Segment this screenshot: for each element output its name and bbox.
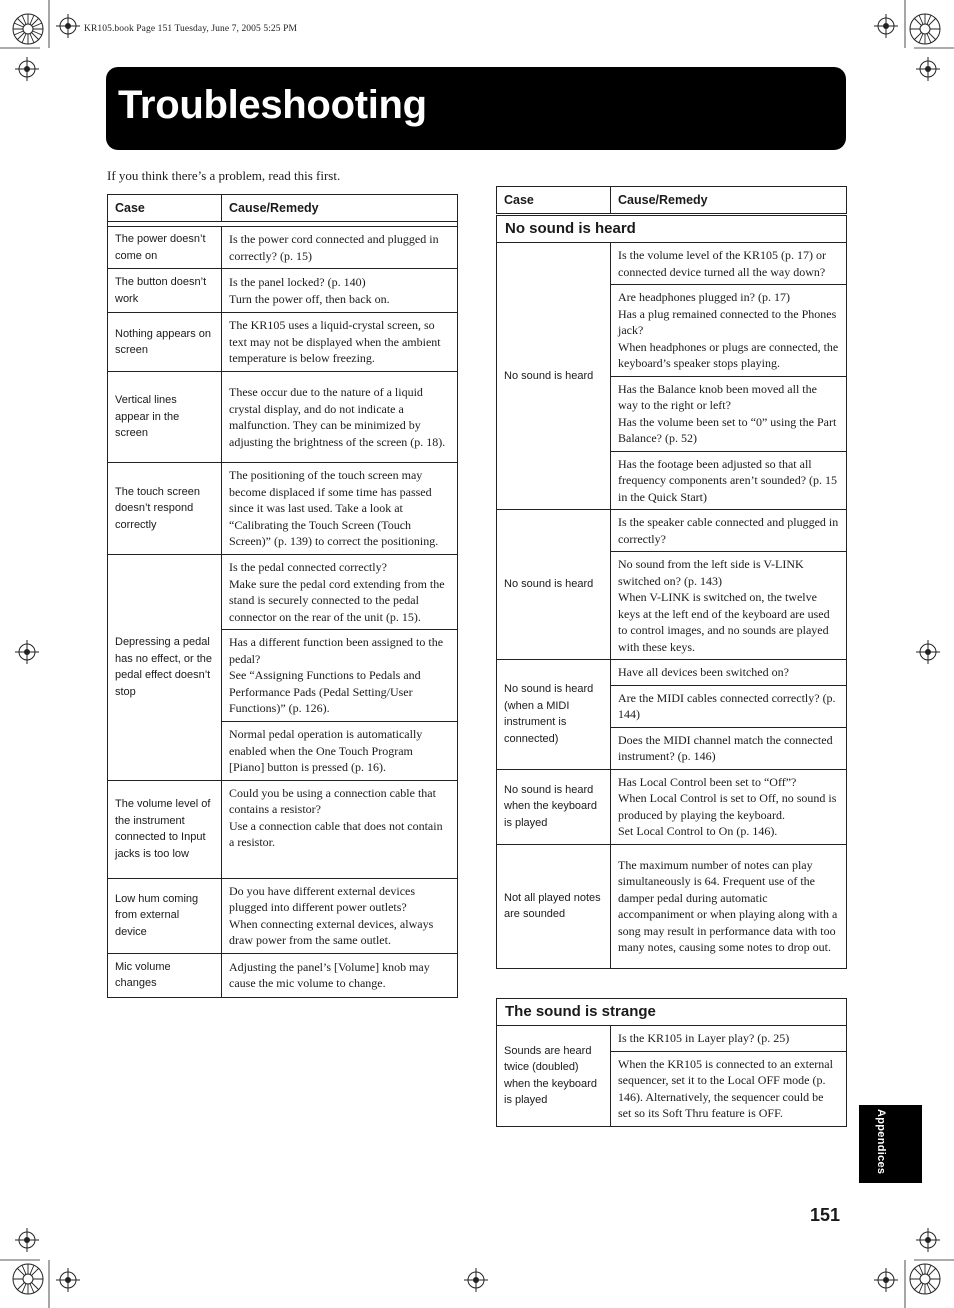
appendices-side-tab: [859, 1105, 922, 1183]
table-header-row: [497, 187, 847, 215]
title-bar: [106, 67, 846, 150]
target-mark-bottom-right: [908, 1262, 942, 1296]
remedy-cell: The positioning of the touch screen may become displaced if some time has passed since it was last used. Take a look at “Calibrating the Touch Screen (Touch Screen)” (p. 139) to correct the positioning.: [222, 463, 458, 555]
page-title: Troubleshooting: [118, 83, 427, 127]
table-row: [108, 878, 458, 953]
remedy-cell: Adjusting the panel’s [Volume] knob may cause the mic volume to change.: [222, 953, 458, 997]
table-row: [108, 780, 458, 878]
target-mark-top-left: [11, 12, 45, 46]
target-mark-top-right: [908, 12, 942, 46]
book-header-line: KR105.book Page 151 Tuesday, June 7, 2005 5:25 PM: [84, 24, 298, 34]
table-row: [108, 227, 458, 269]
remedy-cell: Are headphones plugged in? (p. 17) Has a plug remained connected to the Phones jack? When headphones or plugs are connected, the keyboard’s speaker stops playing.: [611, 285, 847, 377]
table-row: [108, 555, 458, 630]
table-row: [108, 313, 458, 372]
section-title-strange: The sound is strange: [497, 999, 847, 1026]
crosshair-mark-top-b: [874, 14, 898, 38]
case-cell: Sounds are heard twice (doubled) when the keyboard is played: [497, 1026, 611, 1127]
crosshair-mark-mid-right: [916, 640, 940, 664]
remedy-cell: Is the speaker cable connected and plugged in correctly?: [611, 510, 847, 552]
remedy-cell: When the KR105 is connected to an external sequencer, set it to the Local OFF mode (p. 146). Alternatively, the sequencer could be set so its Soft Thru feature is OFF.: [611, 1051, 847, 1126]
remedy-cell: Is the KR105 in Layer play? (p. 25): [611, 1026, 847, 1052]
case-cell: No sound is heard: [497, 510, 611, 660]
crosshair-mark-bottom-center: [464, 1268, 488, 1292]
side-tab-label: Appendices: [875, 1109, 887, 1175]
section-row: [497, 215, 847, 243]
case-cell: The button doesn’t work: [108, 269, 222, 313]
remedy-cell: Have all devices been switched on?: [611, 660, 847, 686]
table-row: [497, 510, 847, 552]
case-cell: Mic volume changes: [108, 953, 222, 997]
case-cell: The touch screen doesn’t respond correctly: [108, 463, 222, 555]
crosshair-mark-top-a: [56, 14, 80, 38]
table-row: [497, 769, 847, 844]
intro-text: If you think there’s a problem, read this first.: [107, 168, 341, 183]
case-cell: The power doesn’t come on: [108, 227, 222, 269]
case-cell: No sound is heard: [497, 243, 611, 510]
page-number: 151: [810, 1205, 841, 1225]
remedy-cell: Has the Balance knob been moved all the way to the right or left? Has the volume been set to “0” using the Part Balance? (p. 52): [611, 376, 847, 451]
remedy-cell: No sound from the left side is V-LINK switched on? (p. 143) When V-LINK is switched on, the twelve keys at the left end of the keyboard are used to control images, and no sounds are played with these keys.: [611, 552, 847, 660]
remedy-cell: Do you have different external devices plugged into different power outlets? When connecting external devices, always draw power from the same outlet.: [222, 878, 458, 953]
table-row: [108, 269, 458, 313]
table-row: [108, 372, 458, 463]
case-cell: The volume level of the instrument connected to Input jacks is too low: [108, 780, 222, 878]
column-header-case: Case: [108, 195, 222, 222]
case-cell: Depressing a pedal has no effect, or the pedal effect doesn’t stop: [108, 555, 222, 781]
crosshair-mark-top-d: [916, 57, 940, 81]
column-header-case: Case: [497, 187, 611, 215]
case-cell: Low hum coming from external device: [108, 878, 222, 953]
remedy-cell: Is the panel locked? (p. 140) Turn the power off, then back on.: [222, 269, 458, 313]
case-cell: Nothing appears on screen: [108, 313, 222, 372]
crosshair-mark-mid-left: [15, 640, 39, 664]
column-header-remedy: Cause/Remedy: [611, 187, 847, 215]
remedy-cell: The maximum number of notes can play simultaneously is 64. Frequent use of the damper pedal during automatic accompaniment or when playing along with a song may result in performance data with too many notes, causing some notes to drop out.: [611, 844, 847, 968]
remedy-cell: Normal pedal operation is automatically enabled when the One Touch Program [Piano] button is pressed (p. 16).: [222, 722, 458, 781]
crosshair-mark-bottom-a: [15, 1228, 39, 1252]
crosshair-mark-bottom-c: [56, 1268, 80, 1292]
case-cell: No sound is heard when the keyboard is played: [497, 769, 611, 844]
remedy-cell: These occur due to the nature of a liquid crystal display, and do not indicate a malfunction. They can be minimized by adjusting the brightness of the screen (p. 18).: [222, 372, 458, 463]
remedy-cell: Is the power cord connected and plugged in correctly? (p. 15): [222, 227, 458, 269]
table-row: [497, 660, 847, 686]
table-row: [497, 243, 847, 285]
remedy-cell: Is the volume level of the KR105 (p. 17) or connected device turned all the way down?: [611, 243, 847, 285]
target-mark-bottom-left: [11, 1262, 45, 1296]
table-row: [108, 953, 458, 997]
remedy-cell: Does the MIDI channel match the connected instrument? (p. 146): [611, 727, 847, 769]
case-cell: Not all played notes are sounded: [497, 844, 611, 968]
remedy-cell: Has the footage been adjusted so that all frequency components aren’t sounded? (p. 15 in the Quick Start): [611, 451, 847, 510]
table-row: [108, 463, 458, 555]
section-title-no-sound: No sound is heard: [497, 215, 847, 243]
case-cell: Vertical lines appear in the screen: [108, 372, 222, 463]
crosshair-mark-bottom-d: [874, 1268, 898, 1292]
right-troubleshooting-table: [496, 186, 847, 969]
column-header-remedy: Cause/Remedy: [222, 195, 458, 222]
remedy-cell: The KR105 uses a liquid-crystal screen, so text may not be displayed when the ambient temperature is below freezing.: [222, 313, 458, 372]
crosshair-mark-bottom-b: [916, 1228, 940, 1252]
remedy-cell: Could you be using a connection cable that contains a resistor? Use a connection cable that does not contain a resistor.: [222, 780, 458, 878]
remedy-cell: Is the pedal connected correctly? Make sure the pedal cord extending from the stand is securely connected to the pedal connector on the rear of the unit (p. 15).: [222, 555, 458, 630]
crosshair-mark-top-c: [15, 57, 39, 81]
remedy-cell: Has Local Control been set to “Off”? When Local Control is set to Off, no sound is produced by playing the keyboard. Set Local Control to On (p. 146).: [611, 769, 847, 844]
remedy-cell: Are the MIDI cables connected correctly? (p. 144): [611, 685, 847, 727]
left-troubleshooting-table: [107, 194, 458, 998]
section-row: [497, 999, 847, 1026]
table-header-row: [108, 195, 458, 222]
table-row: [497, 1026, 847, 1052]
case-cell: No sound is heard (when a MIDI instrument is connected): [497, 660, 611, 770]
strange-sound-table: [496, 998, 847, 1127]
remedy-cell: Has a different function been assigned to the pedal? See “Assigning Functions to Pedals and Performance Pads (Pedal Setting/User Functions)” (p. 126).: [222, 630, 458, 722]
table-row: [497, 844, 847, 968]
